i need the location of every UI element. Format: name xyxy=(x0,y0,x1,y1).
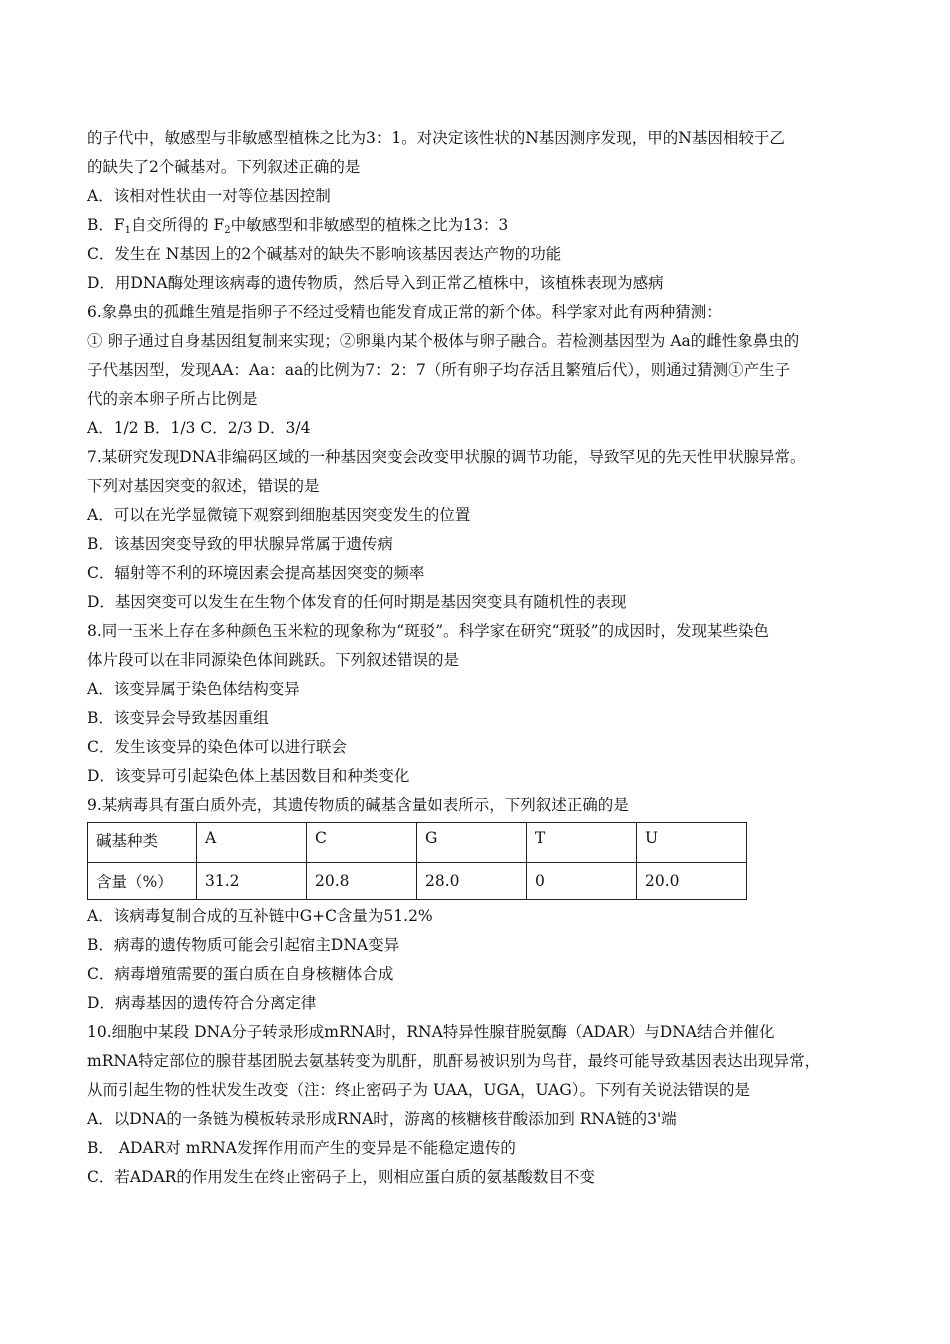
q10-stem-line-3: 从而引起生物的性状发生改变（注：终止密码子为 UAA，UGA，UAG）。下列有关说法错误的是 xyxy=(87,1081,750,1099)
table-cell: 碱基种类 xyxy=(88,823,197,863)
q8-stem-line-1: 8.同一玉米上存在多种颜色玉米粒的现象称为“斑驳”。科学家在研究“斑驳”的成因时，发现某些染色 xyxy=(87,622,769,640)
q9-option-b: B．病毒的遗传物质可能会引起宿主DNA变异 xyxy=(87,936,400,954)
table-cell: A xyxy=(197,823,307,863)
table-cell: 28.0 xyxy=(417,863,527,900)
table-cell: 31.2 xyxy=(197,863,307,900)
table-cell: T xyxy=(527,823,637,863)
q5-option-b-suffix: 中敏感型和非敏感型的植株之比为13：3 xyxy=(230,216,509,234)
table-cell: G xyxy=(417,823,527,863)
exam-page xyxy=(87,124,867,1192)
q7-stem-line-2: 下列对基因突变的叙述，错误的是 xyxy=(87,477,320,495)
table-cell: C xyxy=(307,823,417,863)
q9-option-a: A．该病毒复制合成的互补链中G+C含量为51.2% xyxy=(87,907,433,925)
q5-option-c: C．发生在 N基因上的2个碱基对的缺失不影响该基因表达产物的功能 xyxy=(87,245,562,263)
table-header-row xyxy=(88,823,747,863)
q7-option-b: B．该基因突变导致的甲状腺异常属于遗传病 xyxy=(87,535,393,553)
base-content-table xyxy=(87,822,747,900)
q6-options: A．1/2 B．1/3 C．2/3 D．3/4 xyxy=(87,419,311,437)
q7-option-c: C．辐射等不利的环境因素会提高基因突变的频率 xyxy=(87,564,425,582)
q5-continuation-line-2: 的缺失了2个碱基对。下列叙述正确的是 xyxy=(87,158,361,176)
q5-option-a: A．该相对性状由一对等位基因控制 xyxy=(87,187,331,205)
q10-option-c: C．若ADAR的作用发生在终止密码子上，则相应蛋白质的氨基酸数目不变 xyxy=(87,1168,595,1186)
q6-stem-line-4: 代的亲本卵子所占比例是 xyxy=(87,390,258,408)
q7-option-d: D．基因突变可以发生在生物个体发育的任何时期是基因突变具有随机性的表现 xyxy=(87,593,627,611)
q5-option-b-subscript-1: 1 xyxy=(124,225,132,236)
q5-option-b-middle: 自交所得的 F xyxy=(131,216,225,234)
q10-option-b: B． ADAR对 mRNA发挥作用而产生的变异是不能稳定遗传的 xyxy=(87,1139,516,1157)
q5-option-b-subscript-2: 2 xyxy=(224,225,231,236)
q8-stem-line-2: 体片段可以在非同源染色体间跳跃。下列叙述错误的是 xyxy=(87,651,460,669)
q9-option-c: C．病毒增殖需要的蛋白质在自身核糖体合成 xyxy=(87,965,394,983)
q10-option-a: A．以DNA的一条链为模板转录形成RNA时，游离的核糖核苷酸添加到 RNA链的3'端 xyxy=(87,1110,677,1128)
q5-option-b-prefix: B．F xyxy=(87,216,125,234)
q6-stem-line-3: 子代基因型，发现AA：Aa：aa的比例为7：2：7（所有卵子均存活且繁殖后代），则通过猜测①产生子 xyxy=(87,361,791,379)
q6-stem-line-2: ① 卵子通过自身基因组复制来实现；②卵巢内某个极体与卵子融合。若检测基因型为 Aa的雌性象鼻虫的 xyxy=(87,332,800,350)
table-cell: 含量（%） xyxy=(88,863,197,900)
q8-option-a: A．该变异属于染色体结构变异 xyxy=(87,680,300,698)
q5-option-d: D．用DNA酶处理该病毒的遗传物质，然后导入到正常乙植株中，该植株表现为感病 xyxy=(87,274,664,292)
q7-option-a: A．可以在光学显微镜下观察到细胞基因突变发生的位置 xyxy=(87,506,471,524)
q9-stem: 9.某病毒具有蛋白质外壳，其遗传物质的碱基含量如表所示，下列叙述正确的是 xyxy=(87,796,629,814)
table-cell: U xyxy=(637,823,747,863)
q5-continuation-line-1: 的子代中，敏感型与非敏感型植株之比为3：1。对决定该性状的N基因测序发现，甲的N基因相较于乙 xyxy=(87,129,785,147)
q8-option-d: D．该变异可引起染色体上基因数目和种类变化 xyxy=(87,767,410,785)
table-cell: 20.8 xyxy=(307,863,417,900)
q10-stem-line-1: 10.细胞中某段 DNA分子转录形成mRNA时，RNA特异性腺苷脱氨酶（ADAR）与DNA结合并催化 xyxy=(87,1023,775,1041)
q7-stem-line-1: 7.某研究发现DNA非编码区域的一种基因突变会改变甲状腺的调节功能，导致罕见的先天性甲状腺异常。 xyxy=(87,448,806,466)
table-row xyxy=(88,863,747,900)
q10-stem-line-2: mRNA特定部位的腺苷基团脱去氨基转变为肌酐，肌酐易被识别为鸟苷，最终可能导致基因表达出现异常， xyxy=(87,1052,821,1070)
table-cell: 0 xyxy=(527,863,637,900)
q5-option-b xyxy=(87,211,867,240)
table-cell: 20.0 xyxy=(637,863,747,900)
q9-option-d: D．病毒基因的遗传符合分离定律 xyxy=(87,994,317,1012)
q6-stem-line-1: 6.象鼻虫的孤雌生殖是指卵子不经过受精也能发育成正常的新个体。科学家对此有两种猜测： xyxy=(87,303,722,321)
q8-option-b: B．该变异会导致基因重组 xyxy=(87,709,269,727)
q8-option-c: C．发生该变异的染色体可以进行联会 xyxy=(87,738,347,756)
